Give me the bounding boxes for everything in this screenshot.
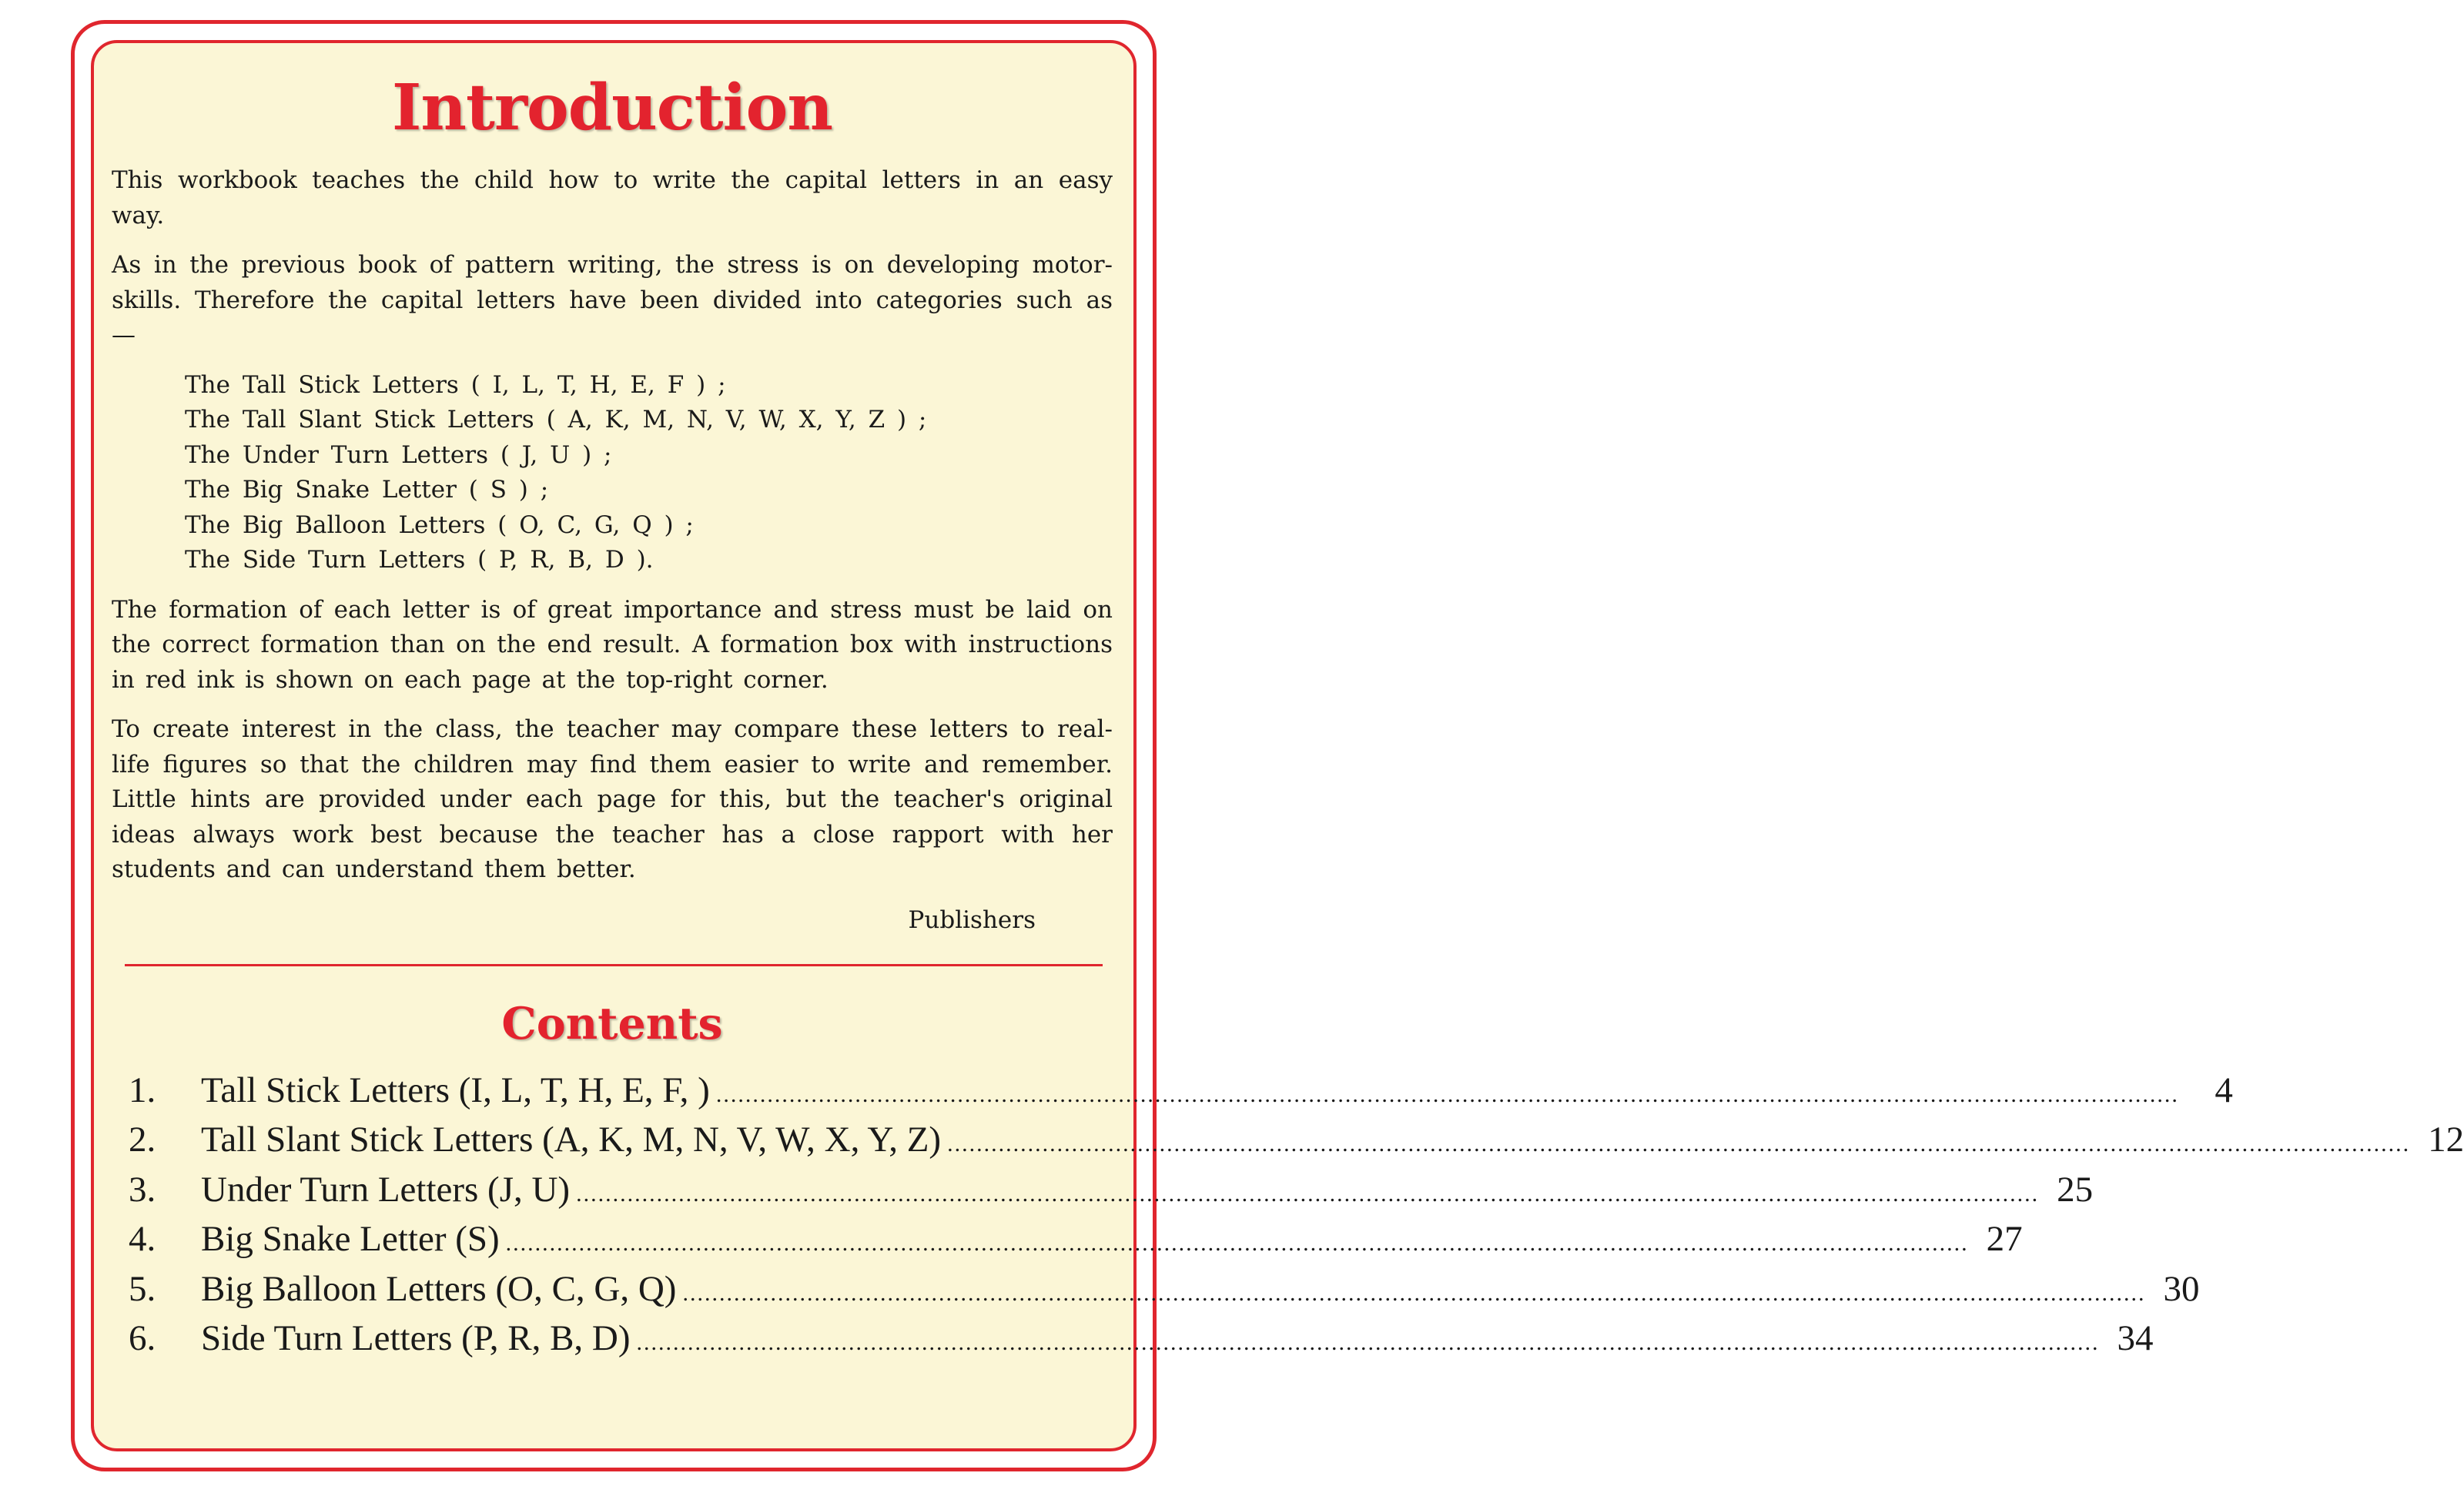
category-item: The Big Balloon Letters ( O, C, G, Q ) ; bbox=[185, 510, 694, 539]
toc-leader-dots: ........................................................................................................................................................................................................ bbox=[636, 1330, 2100, 1355]
section-divider bbox=[125, 964, 1103, 966]
toc-entry bbox=[129, 1217, 2023, 1267]
toc-leader-dots: ........................................................................................................................................................................................................ bbox=[682, 1280, 2146, 1306]
category-item: The Side Turn Letters ( P, R, B, D ). bbox=[185, 546, 654, 574]
toc-title: Under Turn Letters (J, U) bbox=[201, 1169, 571, 1210]
toc-page-number: 27 bbox=[1986, 1219, 2023, 1259]
toc-number: 5. bbox=[129, 1268, 156, 1309]
toc-title: Tall Slant Stick Letters (A, K, M, N, V, W, X, Y, Z) bbox=[201, 1120, 942, 1160]
toc-title: Big Balloon Letters (O, C, G, Q) bbox=[201, 1268, 677, 1309]
toc-number: 6. bbox=[129, 1318, 156, 1358]
category-item: The Under Turn Letters ( J, U ) ; bbox=[185, 440, 612, 469]
toc-page-number: 4 bbox=[2215, 1070, 2233, 1110]
toc-entry bbox=[129, 1117, 2464, 1167]
toc-entry bbox=[129, 1267, 2200, 1317]
intro-paragraph-1: This workbook teaches the child how to write the capital letters in an easy way. bbox=[112, 166, 1113, 229]
toc-page-number: 12 bbox=[2428, 1120, 2464, 1160]
toc-title: Side Turn Letters (P, R, B, D) bbox=[201, 1318, 631, 1358]
publisher-signature: Publishers bbox=[908, 906, 1036, 934]
toc-page-number: 25 bbox=[2057, 1169, 2094, 1210]
toc-page-number: 34 bbox=[2117, 1318, 2154, 1358]
toc-leader-dots: ........................................................................................................................................................................................................ bbox=[576, 1180, 2040, 1207]
category-item: The Big Snake Letter ( S ) ; bbox=[185, 476, 549, 504]
toc-leader-dots: ........................................................................................................................................................................................................ bbox=[715, 1081, 2179, 1107]
toc-entry bbox=[129, 1167, 2094, 1217]
toc-number: 2. bbox=[129, 1120, 156, 1160]
contents-title: Contents bbox=[501, 997, 723, 1049]
page-title: Introduction bbox=[392, 71, 832, 145]
intro-paragraph-4: To create interest in the class, the teacher may compare these letters to real-life figures so that the children may find them easier to write and remember. Little hints are provided under each page for this, but the teacher's original ideas always work best because the teacher has a close rapport with her students and can understand them better. bbox=[112, 715, 1113, 883]
toc-number: 4. bbox=[129, 1219, 156, 1259]
toc-entry bbox=[129, 1068, 2233, 1118]
page-content bbox=[112, 69, 2464, 1366]
table-of-contents bbox=[129, 1068, 2464, 1366]
toc-title: Tall Stick Letters (I, L, T, H, E, F, ) bbox=[201, 1070, 710, 1110]
toc-page-number: 30 bbox=[2163, 1268, 2200, 1309]
toc-number: 3. bbox=[129, 1169, 156, 1210]
category-item: The Tall Stick Letters ( I, L, T, H, E, F ) ; bbox=[185, 370, 726, 399]
toc-leader-dots: ........................................................................................................................................................................................................ bbox=[947, 1131, 2411, 1157]
toc-number: 1. bbox=[129, 1070, 156, 1110]
category-list bbox=[185, 368, 1113, 578]
toc-entry bbox=[129, 1316, 2154, 1366]
toc-title: Big Snake Letter (S) bbox=[201, 1219, 500, 1259]
intro-paragraph-3: The formation of each letter is of great importance and stress must be laid on the correct formation than on the end result. A formation box with instructions in red ink is shown on each page at the top-right corner. bbox=[112, 595, 1113, 694]
category-item: The Tall Slant Stick Letters ( A, K, M, N, V, W, X, Y, Z ) ; bbox=[185, 406, 927, 434]
intro-paragraph-2: As in the previous book of pattern writing, the stress is on developing motor-skills. Therefore the capital letters have been divided into categories such as — bbox=[112, 251, 1113, 349]
toc-leader-dots: ........................................................................................................................................................................................................ bbox=[505, 1230, 1969, 1256]
